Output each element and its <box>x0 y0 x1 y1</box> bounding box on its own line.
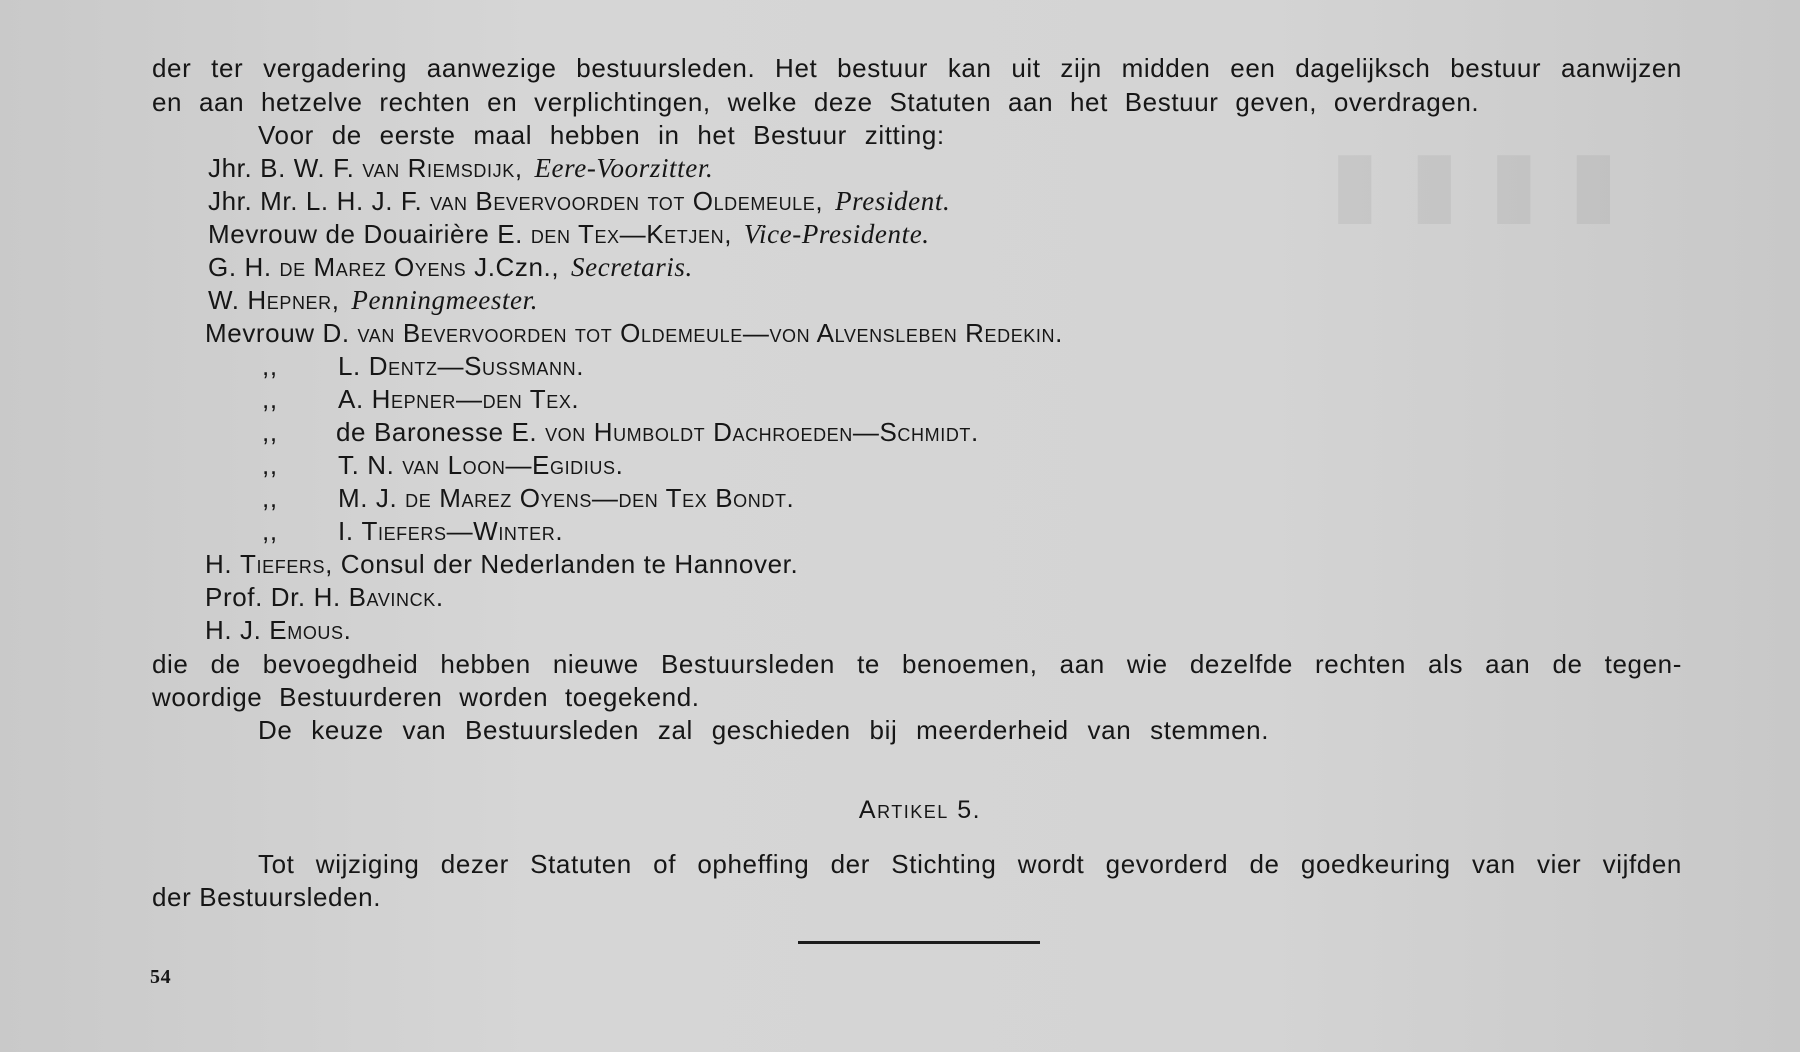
board-intro: Voor de eerste maal hebben in het Bestuur zitting: <box>258 120 945 150</box>
member-name: de Marez Oyens <box>279 252 467 282</box>
member-name: de Marez Oyens—den Tex Bondt. <box>405 483 795 513</box>
ditto-mark: ,, <box>262 417 278 447</box>
member-initials: de Baronesse E. <box>336 417 538 447</box>
member-name: Tiefers, <box>240 549 333 579</box>
closing-rule <box>798 941 1040 944</box>
member-suffix: J.Czn., <box>474 252 560 282</box>
member-initials: L. <box>338 351 361 381</box>
ditto-mark: ,, <box>262 351 278 381</box>
member-line-bavinck <box>205 581 444 613</box>
member-name: Bavinck. <box>348 582 444 612</box>
member-name: Dentz—Sussmann. <box>368 351 585 381</box>
member-initials: G. H. <box>208 252 272 282</box>
ditto-mark: ,, <box>262 450 278 480</box>
member-line-1 <box>208 152 713 184</box>
paragraph-1-line-2: en aan hetzelve rechten en verplichtingen, welke deze Statuten aan het Bestuur geven, overdragen. <box>152 87 1480 117</box>
paragraph-4-line-2: der Bestuursleden. <box>152 882 382 912</box>
ditto-member-line-5 <box>262 482 794 514</box>
member-line-mevrouw <box>205 317 1063 349</box>
member-initials: Prof. Dr. H. <box>205 582 341 612</box>
member-role: Penningmeester. <box>351 285 539 315</box>
paragraph-3: De keuze van Bestuursleden zal geschieden bij meerderheid van stemmen. <box>258 715 1270 745</box>
paragraph-4-line-1: Tot wijziging dezer Statuten of opheffing der Stichting wordt gevorderd de goedkeuring van vier vijfden <box>258 849 1682 879</box>
member-initials: H. J. <box>205 615 262 645</box>
member-line-2 <box>208 185 950 217</box>
member-role: Eere-Voorzitter. <box>534 153 714 183</box>
member-line-tiefers <box>205 548 798 580</box>
ditto-member-line-3 <box>262 416 979 448</box>
member-title: Consul der Nederlanden te Hannover. <box>340 549 799 579</box>
ditto-member-line-1 <box>262 350 584 382</box>
ditto-mark: ,, <box>262 384 278 414</box>
member-name: den Tex—Ketjen, <box>530 219 733 249</box>
member-line-4 <box>208 251 693 283</box>
member-initials: Jhr. Mr. L. H. J. F. <box>208 186 423 216</box>
member-line-3 <box>208 218 930 250</box>
member-initials: A. <box>338 384 364 414</box>
member-initials: T. N. <box>338 450 395 480</box>
ditto-member-line-2 <box>262 383 579 415</box>
member-name: Tiefers—Winter. <box>361 516 564 546</box>
member-role: Vice-Presidente. <box>743 219 930 249</box>
member-initials: W. <box>208 285 240 315</box>
member-role: Secretaris. <box>571 252 693 282</box>
member-name: von Humboldt Dachroeden—Schmidt. <box>545 417 979 447</box>
ditto-member-line-4 <box>262 449 623 481</box>
ditto-mark: ,, <box>262 516 278 546</box>
member-name: Emous. <box>269 615 352 645</box>
member-initials: Mevrouw D. <box>205 318 350 348</box>
member-line-5 <box>208 284 538 316</box>
member-name: van Riemsdijk, <box>362 153 523 183</box>
member-initials: H. <box>205 549 233 579</box>
ditto-mark: ,, <box>262 483 278 513</box>
member-line-emous <box>205 614 351 646</box>
page-number: 54 <box>150 966 172 988</box>
member-name: van Loon—Egidius. <box>402 450 624 480</box>
ditto-member-line-6 <box>262 515 563 547</box>
member-name: Hepner—den Tex. <box>371 384 580 414</box>
paragraph-2-line-1: die de bevoegdheid hebben nieuwe Bestuursleden te benoemen, aan wie dezelfde rechten als aan de tegen- <box>152 649 1682 679</box>
member-initials: M. J. <box>338 483 398 513</box>
member-name: Hepner, <box>247 285 340 315</box>
bleed-through-mark: ▮▮▮▮ <box>1330 134 1649 233</box>
paragraph-2-line-2: woordige Bestuurderen worden toegekend. <box>152 682 700 712</box>
member-role: President. <box>835 186 951 216</box>
member-initials: Mevrouw de Douairière E. <box>208 219 523 249</box>
member-initials: I. <box>338 516 354 546</box>
article-heading: Artikel 5. <box>858 796 982 824</box>
member-name: van Bevervoorden tot Oldemeule, <box>430 186 824 216</box>
member-name: van Bevervoorden tot Oldemeule—von Alvensleben Redekin. <box>357 318 1063 348</box>
member-initials: Jhr. B. W. F. <box>208 153 355 183</box>
paragraph-1-line-1: der ter vergadering aanwezige bestuursleden. Het bestuur kan uit zijn midden een dagelijksch bestuur aanwijzen <box>152 53 1682 83</box>
